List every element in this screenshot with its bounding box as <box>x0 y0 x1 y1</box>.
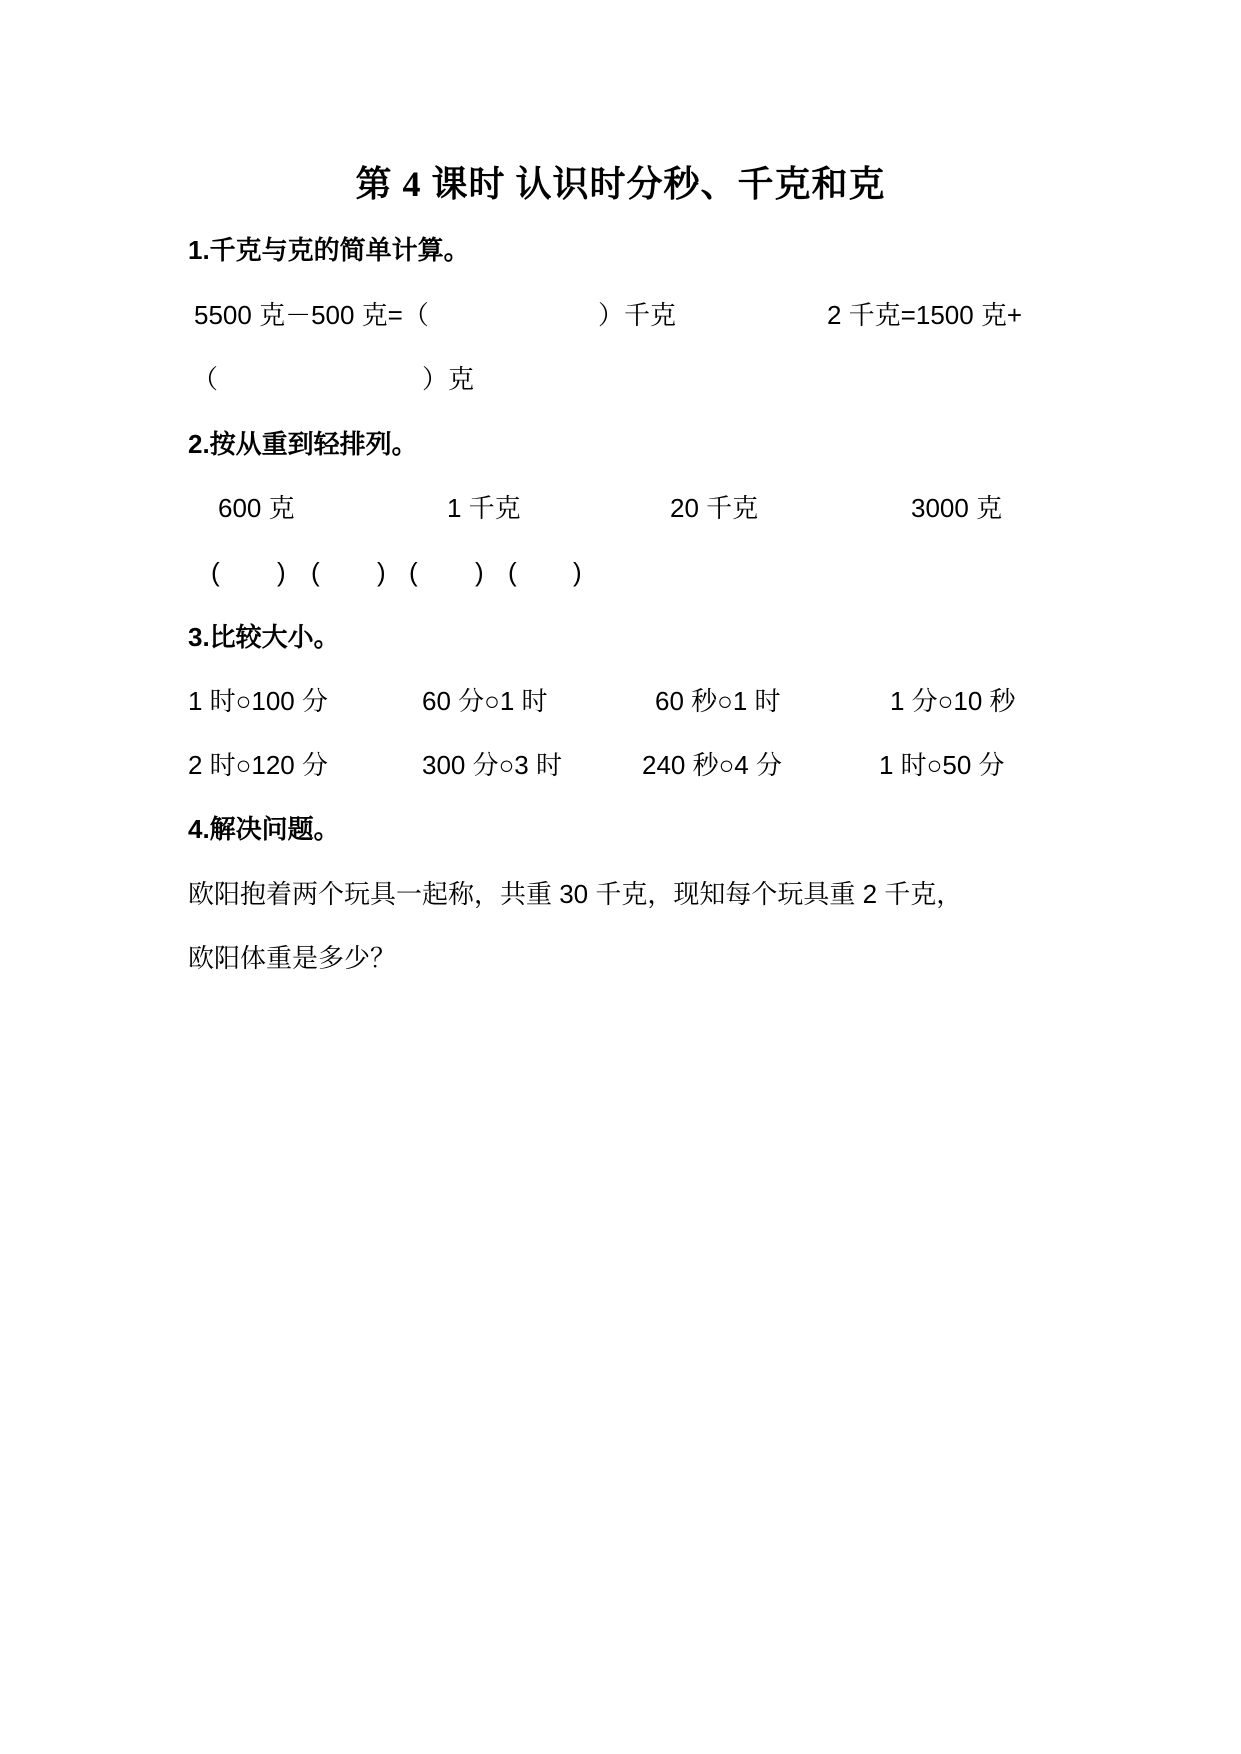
q3-compare-item: 60 分○1 时 <box>422 686 548 716</box>
q3-compare-item: 1 时○50 分 <box>879 750 1005 780</box>
q2-blank-open: ( <box>311 557 320 587</box>
q3-compare-item: 2 时○120 分 <box>188 750 328 780</box>
q3-compare-item: 300 分○3 时 <box>422 750 562 780</box>
q2-blank-close: ) <box>277 557 286 587</box>
q2-heading: 2.按从重到轻排列。 <box>188 429 418 459</box>
q2-blank-close: ) <box>573 557 582 587</box>
q4-problem-text: 欧阳抱着两个玩具一起称，共重 30 千克，现知每个玩具重 2 千克， <box>188 879 963 909</box>
q2-blank-open: ( <box>409 557 418 587</box>
q3-compare-item: 1 分○10 秒 <box>890 686 1016 716</box>
page-title: 第 4 课时 认识时分秒、千克和克 <box>355 164 886 204</box>
q2-blank-close: ) <box>377 557 386 587</box>
q2-item: 3000 克 <box>911 493 1003 523</box>
q2-item: 600 克 <box>218 493 295 523</box>
q2-item: 1 千克 <box>447 493 521 523</box>
q4-heading: 4.解决问题。 <box>188 814 340 844</box>
q1-heading: 1.千克与克的简单计算。 <box>188 235 470 265</box>
q4-problem-text: 欧阳体重是多少？ <box>188 943 397 973</box>
q2-blank-close: ) <box>475 557 484 587</box>
q1-expr2-close: ）克 <box>422 364 475 394</box>
q2-blank-open: ( <box>508 557 517 587</box>
q1-expr2: 2 千克=1500 克+ <box>827 300 1023 330</box>
q1-expr1-left: 5500 克－500 克=（ <box>194 300 429 330</box>
q3-compare-item: 240 秒○4 分 <box>642 750 782 780</box>
q2-item: 20 千克 <box>670 493 759 523</box>
q3-heading: 3.比较大小。 <box>188 622 340 652</box>
q3-compare-item: 60 秒○1 时 <box>655 686 781 716</box>
q1-expr2-open: （ <box>192 364 219 394</box>
q3-compare-item: 1 时○100 分 <box>188 686 328 716</box>
q1-expr1-right: ）千克 <box>598 300 677 330</box>
q2-blank-open: ( <box>211 557 220 587</box>
